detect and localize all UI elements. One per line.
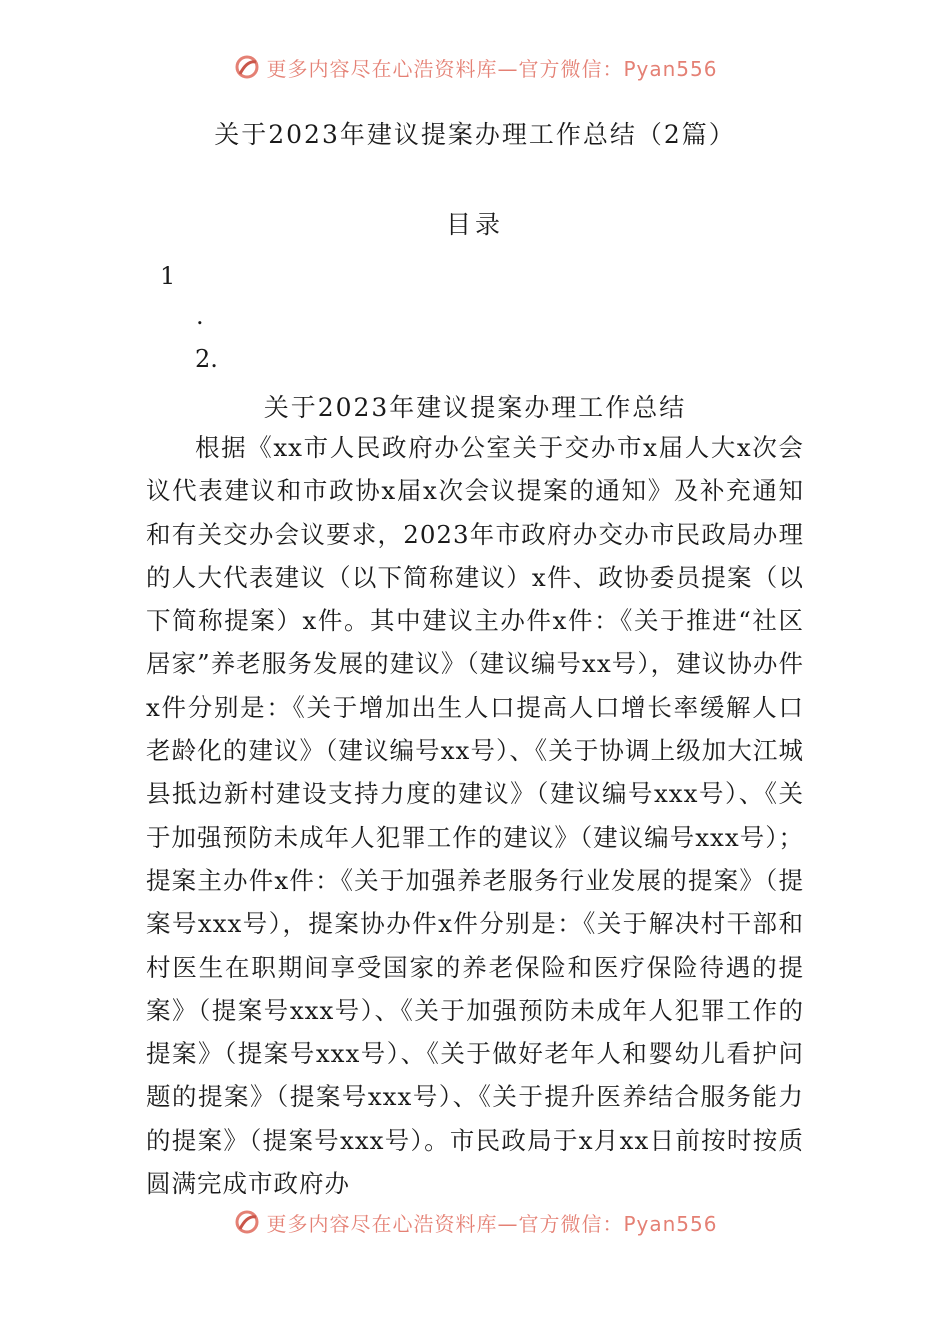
body-paragraph: 根据《xx市人民政府办公室关于交办市x届人大x次会议代表建议和市政协x届x次会议提案的通知》及补充通知和有关交办会议要求，2023年市政府办交办市民政局办理的人大代表建议（以下简称建议）x件、政协委员提案（以下简称提案）x件。其中建议主办件x件：《关于推进“社区居家”养老服务发展的建议》（建议编号xx号），建议协办件x件分别是：《关于增加出生人口提高人口增长率缓解人口老龄化的建议》（建议编号xx号）、《关于协调上级加大江城县抵边新村建设支持力度的建议》（建议编号xxx号）、《关于加强预防未成年人犯罪工作的建议》（建议编号xxx号）；提案主办件x件：《关于加强养老服务行业发展的提案》（提案号xxx号），提案协办件x件分别是：《关于解决村干部和村医生在职期间享受国家的养老保险和医疗保险待遇的提案》（提案号xxx号）、《关于加强预防未成年人犯罪工作的提案》（提案号xxx号）、《关于做好老年人和婴幼儿看护问题的提案》（提案号xxx号）、《关于提升医养结合服务能力的提案》（提案号xxx号）。市民政局于x月xx日前按时按质圆满完成市政府办 — [146, 433, 804, 1199]
toc-item-2[interactable]: 2. — [195, 345, 218, 373]
document-title: 关于2023年建议提案办理工作总结（2篇） — [214, 120, 736, 149]
toc-title: 目录 — [445, 210, 504, 239]
watermark-header — [0, 50, 950, 84]
toc-item-1[interactable]: 1 — [160, 262, 176, 290]
section-title: 关于2023年建议提案办理工作总结 — [263, 393, 687, 422]
watermark-text: 更多内容尽在心浩资料库—官方微信：Pyan556 — [266, 56, 718, 81]
toc-item-1-dot: . — [196, 302, 204, 330]
watermark-logo-icon — [232, 1207, 262, 1237]
watermark-text: 更多内容尽在心浩资料库—官方微信：Pyan556 — [266, 1211, 718, 1236]
watermark-logo-icon — [232, 52, 262, 82]
watermark-footer — [0, 1205, 950, 1239]
